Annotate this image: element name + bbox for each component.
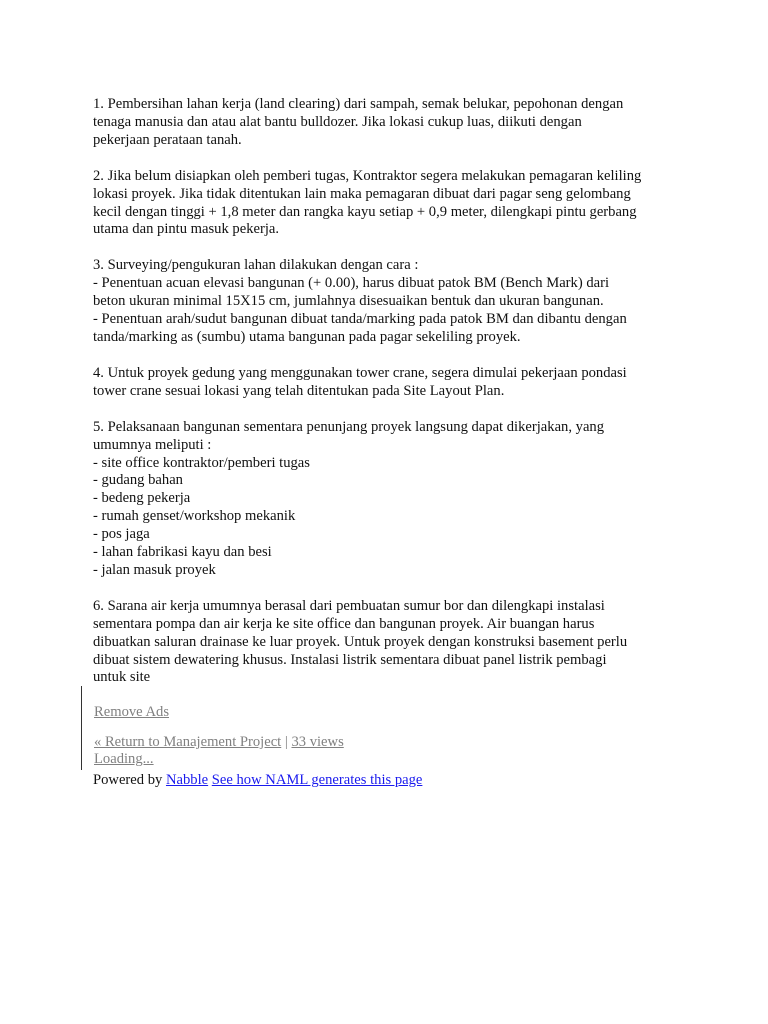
paragraph-2 [93,168,693,240]
text-line: dibuatkan saluran drainase ke luar proyek. Untuk proyek dengan konstruksi basement perlu [93,633,628,650]
paragraph-4 [93,365,693,401]
list-item: - pos jaga [93,526,150,543]
return-to-forum-link[interactable]: « Return to Manajement Project [94,734,282,750]
text-line: untuk site [93,669,151,686]
powered-by-label: Powered by [93,772,166,788]
list-item: - gudang bahan [93,472,183,489]
text-line: umumnya meliputi : [93,436,212,453]
text-line: 5. Pelaksanaan bangunan sementara penunjang proyek langsung dapat dikerjakan, yang [93,418,605,435]
loading-indicator: Loading... [94,751,154,767]
text-line: 6. Sarana air kerja umumnya berasal dari pembuatan sumur bor dan dilengkapi instalasi [93,597,605,614]
list-item: - jalan masuk proyek [93,561,216,578]
text-line: 1. Pembersihan lahan kerja (land clearing) dari sampah, semak belukar, pepohonan dengan [93,96,624,112]
text-line: beton ukuran minimal 15X15 cm, jumlahnya disesuaikan bentuk dan ukuran bangunan. [93,293,604,310]
text-line: 4. Untuk proyek gedung yang menggunakan tower crane, segera dimulai pekerjaan pondasi [93,364,627,381]
text-line: kecil dengan tinggi + 1,8 meter dan rangka kayu setiap + 0,9 meter, dilengkapi pintu gerbang [93,203,637,220]
list-item: - lahan fabrikasi kayu dan besi [93,544,272,561]
paragraph-6 [93,598,693,688]
text-line: tower crane sesuai lokasi yang telah ditentukan pada Site Layout Plan. [93,382,505,399]
nabble-link[interactable]: Nabble [165,772,209,788]
text-line: 3. Surveying/pengukuran lahan dilakukan dengan cara : [93,257,419,274]
return-row [94,734,344,751]
text-line: tenaga manusia dan atau alat bantu bulldozer. Jika lokasi cukup luas, diikuti dengan [93,113,582,130]
text-line: sementara pompa dan air kerja ke site office dan bangunan proyek. Air buangan harus [93,615,595,632]
naml-link[interactable]: See how NAML generates this page [211,772,423,788]
text-line: utama dan pintu masuk pekerja. [93,221,280,238]
separator: | [281,734,292,750]
list-item: - rumah genset/workshop mekanik [93,508,296,525]
post-footer [81,686,693,770]
text-line: dibuat sistem dewatering khusus. Instalasi listrik sementara dibuat panel listrik pembagi [93,651,607,668]
powered-by [93,772,422,789]
text-line: pekerjaan perataan tanah. [93,131,242,148]
text-line: - Penentuan arah/sudut bangunan dibuat tanda/marking pada patok BM dan dibantu dengan [93,311,627,328]
text-line: - Penentuan acuan elevasi bangunan (+ 0.00), harus dibuat patok BM (Bench Mark) dari [93,275,610,292]
paragraph-1 [93,96,693,150]
text-line: lokasi proyek. Jika tidak ditentukan lain maka pemagaran dibuat dari pagar seng gelombang [93,185,631,202]
list-item: - site office kontraktor/pemberi tugas [93,454,310,471]
text-line: 2. Jika belum disiapkan oleh pemberi tugas, Kontraktor segera melakukan pemagaran keliling [93,167,642,184]
list-item: - bedeng pekerja [93,490,191,507]
post-body [93,96,693,705]
view-count: 33 views [291,734,344,750]
paragraph-5 [93,419,693,580]
paragraph-3 [93,257,693,347]
text-line: tanda/marking as (sumbu) utama bangunan pada pagar sekeliling proyek. [93,328,521,345]
remove-ads-link[interactable]: Remove Ads [94,704,169,720]
